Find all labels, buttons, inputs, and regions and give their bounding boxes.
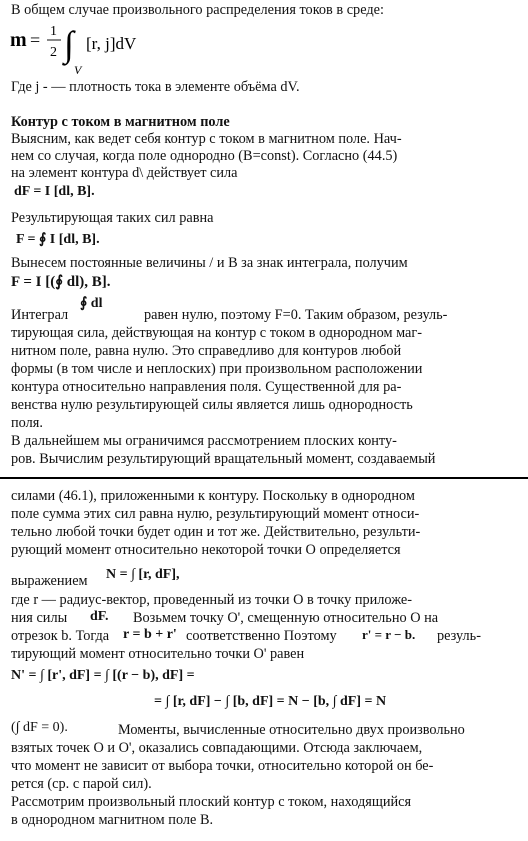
text-line: Результирующая таких сил равна bbox=[11, 210, 214, 226]
text-line: нем со случая, когда поле однородно (B=const). Согласно (44.5) bbox=[11, 148, 398, 164]
text-line: контура относительно направления поля. Существенной для ра- bbox=[11, 379, 402, 395]
formula-dF-short: dF. bbox=[90, 609, 109, 624]
page-break-divider bbox=[0, 477, 528, 479]
formula-m-eq: = bbox=[30, 30, 41, 50]
text-line: В дальнейшем мы ограничимся рассмотрением плоских конту- bbox=[11, 433, 397, 449]
text-line: силами (46.1), приложенными к контуру. Поскольку в однородном bbox=[11, 488, 415, 504]
formula-m-integral: ∫ bbox=[64, 24, 74, 64]
text-line: формы (в том числе и неплоских) при произвольном расположении bbox=[11, 361, 423, 377]
formula-magnetic-moment bbox=[8, 18, 168, 78]
formula-m-body: [r, j]dV bbox=[86, 34, 137, 53]
formula-m-den: 2 bbox=[50, 45, 57, 60]
formula-m-lhs: m bbox=[10, 29, 27, 51]
text-line: резуль- bbox=[437, 628, 481, 644]
formula-zero: (∫ dF = 0). bbox=[11, 720, 68, 735]
text-line: взятых точек О и О', оказались совпадающими. Отсюда заключаем, bbox=[11, 740, 423, 756]
formula-N: N = ∫ [r, dF], bbox=[106, 567, 180, 582]
formula-N-prime-line1: N' = ∫ [r', dF] = ∫ [(r − b), dF] = bbox=[11, 668, 195, 683]
formula-dF: dF = I [dl, B]. bbox=[14, 184, 95, 199]
text-line: рующий момент относительно некоторой точки О определяется bbox=[11, 542, 401, 558]
text-line: поля. bbox=[11, 415, 43, 431]
text-line: тирующая сила, действующая на контур с током в однородном маг- bbox=[11, 325, 423, 341]
text-line: соответственно Поэтому bbox=[186, 628, 337, 644]
formula-F-integral: F = I [(∮ dl), B]. bbox=[11, 274, 111, 290]
note-line: Где j - — плотность тока в элементе объёма dV. bbox=[11, 79, 300, 95]
formula-F: F = ∮ I [dl, B]. bbox=[16, 232, 100, 247]
text-line: Возьмем точку О', смещенную относительно О на bbox=[133, 610, 439, 626]
formula-m-num: 1 bbox=[50, 24, 57, 39]
formula-int-dl: ∮ dl bbox=[80, 296, 103, 311]
text-line: тельно любой точки будет один и тот же. Действительно, результи- bbox=[11, 524, 421, 540]
text-line: венства нулю результирующей силы является лишь однородность bbox=[11, 397, 413, 413]
text-line: где r — радиус-вектор, проведенный из точки О в точку приложе- bbox=[11, 592, 412, 608]
formula-r-relation: r = b + r' bbox=[123, 627, 177, 642]
formula-N-prime-line2: = ∫ [r, dF] − ∫ [b, dF] = N − [b, ∫ dF] = N bbox=[154, 694, 387, 709]
text-line: в однородном магнитном поле В. bbox=[11, 812, 214, 828]
text-line: рется (ср. с парой сил). bbox=[11, 776, 152, 792]
text-line: Выясним, как ведет себя контур с током в магнитном поле. Нач- bbox=[11, 131, 402, 147]
formula-m-sub: V bbox=[74, 63, 82, 77]
intro-line: В общем случае произвольного распределения токов в среде: bbox=[11, 2, 384, 18]
text-line: на элемент контура d\ действует сила bbox=[11, 165, 238, 181]
formula-r-prime: r' = r − b. bbox=[362, 627, 416, 642]
text-line: Интеграл bbox=[11, 307, 69, 323]
text-line: Вынесем постоянные величины / и B за знак интеграла, получим bbox=[11, 255, 408, 271]
text-line: Моменты, вычисленные относительно двух произвольно bbox=[118, 722, 465, 738]
text-line: поле сумма этих сил равна нулю, результирующий момент относи- bbox=[11, 506, 420, 522]
text-line: Рассмотрим произвольный плоский контур с током, находящийся bbox=[11, 794, 412, 810]
section-heading: Контур с током в магнитном поле bbox=[11, 114, 230, 130]
text-line: что момент не зависит от выбора точки, относительно которой он бе- bbox=[11, 758, 434, 774]
text-line: тирующий момент относительно точки О' равен bbox=[11, 646, 305, 662]
text-line: ния силы bbox=[11, 610, 68, 626]
text-line: отрезок b. Тогда bbox=[11, 628, 110, 644]
text-line: ров. Вычислим результирующий вращательный момент, создаваемый bbox=[11, 451, 436, 467]
text-line: выражением bbox=[11, 573, 88, 589]
text-line: нитном поле, равна нулю. Это справедливо для контуров любой bbox=[11, 343, 402, 359]
text-line: равен нулю, поэтому F=0. Таким образом, резуль- bbox=[144, 307, 448, 323]
